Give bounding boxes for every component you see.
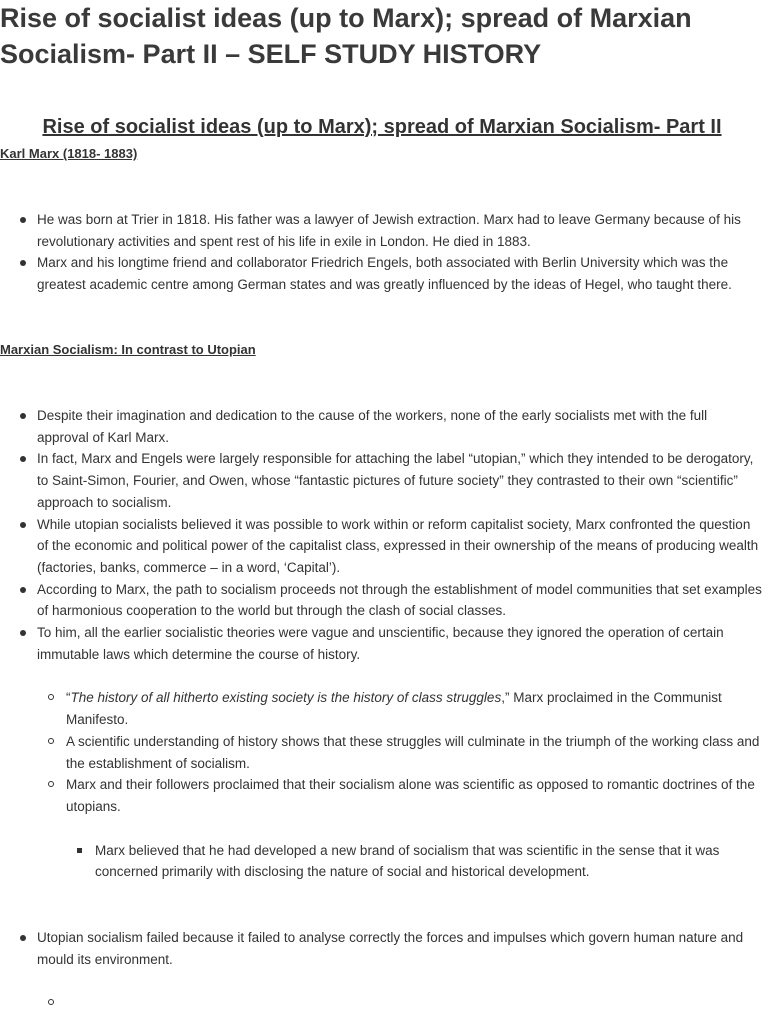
section-heading-marxian-socialism: Marxian Socialism: In contrast to Utopian: [0, 342, 256, 357]
quote-open: “: [66, 690, 71, 706]
list-item: [0, 622, 762, 883]
list-item: While utopian socialists believed it was possible to work within or reform capitalist society, Marx confronted the question of the economic and political power of the capitalist class, expressed in their ownership of the means of producing wealth (factories, banks, commerce – in a word, ‘Capital’).: [0, 514, 762, 579]
nested-bullet-list: [37, 992, 762, 1014]
nested-list-item: A scientific understanding of history shows that these struggles will culminate in the triumph of the working class and the establishment of socialism.: [37, 731, 762, 774]
nested-list-item-text: Marx and their followers proclaimed that their socialism alone was scientific as opposed to romantic doctrines of the utopians.: [66, 777, 755, 814]
marxian-socialism-bullet-list: [0, 405, 762, 1014]
list-item: He was born at Trier in 1818. His father was a lawyer of Jewish extraction. Marx had to leave Germany because of his revolutionary activities and spent rest of his life in exile in London. He died in 1883.: [0, 209, 762, 252]
nested-nested-bullet-list: [66, 840, 762, 883]
list-item: In fact, Marx and Engels were largely responsible for attaching the label “utopian,” which they intended to be derogatory, to Saint-Simon, Fourier, and Owen, whose “fantastic pictures of future society” they contrasted to their own “scientific” approach to socialism.: [0, 448, 762, 513]
list-item: Marx and his longtime friend and collaborator Friedrich Engels, both associated with Berlin University which was the greatest academic centre among German states and was greatly influenced by the ideas of Hegel, who taught there.: [0, 252, 762, 295]
nested-list-item-empty: [37, 992, 762, 1014]
list-item-text: To him, all the earlier socialistic theories were vague and unscientific, because they ignored the operation of certain immutable laws which determine the course of history.: [37, 625, 724, 662]
list-item: According to Marx, the path to socialism proceeds not through the establishment of model communities that set examples of harmonious cooperation to the world but through the clash of social classes.: [0, 579, 762, 622]
karl-marx-bullet-list: [0, 209, 762, 296]
section-heading-karl-marx: Karl Marx (1818- 1883): [0, 146, 138, 161]
manifesto-quote: The history of all hitherto existing society is the history of class struggles: [70, 690, 502, 706]
quote-close: ,” Marx proclaimed in the Communist Manifesto.: [66, 690, 722, 728]
list-item: Despite their imagination and dedication to the cause of the workers, none of the early socialists met with the full approval of Karl Marx.: [0, 405, 762, 448]
nested-list-item: [37, 687, 762, 730]
article-heading: Rise of socialist ideas (up to Marx); spread of Marxian Socialism- Part II: [42, 116, 722, 138]
nested-bullet-list: [37, 687, 762, 883]
nested-nested-list-item: Marx believed that he had developed a new brand of socialism that was scientific in the sense that it was concerned primarily with disclosing the nature of social and historical development.: [66, 840, 762, 883]
nested-list-item: [37, 774, 762, 883]
list-item: [0, 927, 762, 1014]
page-title: Rise of socialist ideas (up to Marx); spread of Marxian Socialism- Part II – SELF STUDY HISTORY: [0, 3, 692, 69]
list-item-text: Utopian socialism failed because it failed to analyse correctly the forces and impulses which govern human nature and mould its environment.: [37, 930, 744, 967]
